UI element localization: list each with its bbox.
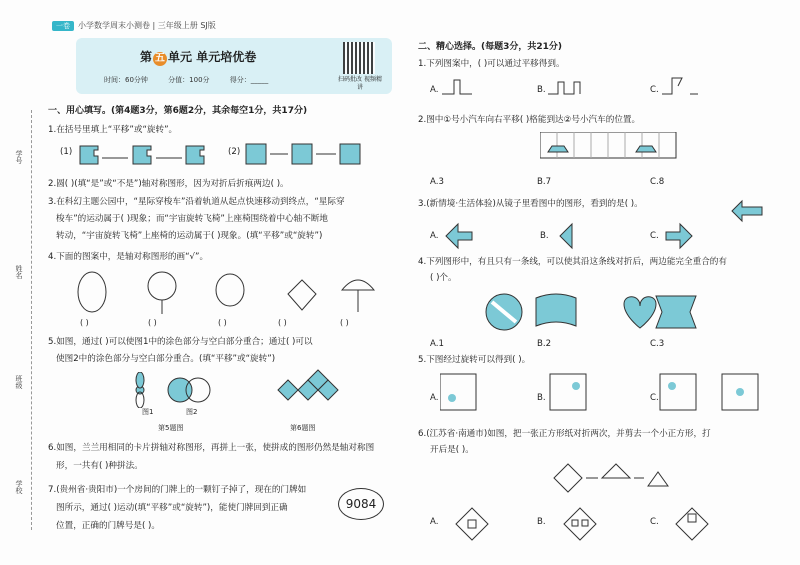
title-suffix: 单元 单元培优卷 [168,50,257,64]
unit-number: 五 [155,53,166,64]
right-q6-line2: 开后是( )。 [430,445,474,455]
right-q5-opt-b[interactable]: B. [537,393,546,403]
left-q3-line3: 转动，“宇宙旋转飞椅”上座椅的运动属于( )现象。(填“平移”或“旋转”) [56,231,323,241]
q6-cut-options [440,504,760,544]
right-q6-opt-c[interactable]: C. [650,517,659,527]
side-label-class: 班级 [15,375,23,389]
puzzle-pieces-translation-icon [78,140,218,168]
fig2-label: 图2 [186,408,198,416]
right-q1-opt-c[interactable]: C. [650,85,659,95]
right-q4-opt-b[interactable]: B.2 [537,339,552,349]
right-q6-line1: 6.(江苏省·南通市)如图，把一张正方形纸对折两次，并剪去一个小正方形，打 [418,429,711,439]
q3-mirror-options [442,218,762,254]
fig6-diamond-cards [258,368,368,414]
puzzle-pieces-rotation-icon [244,140,374,168]
left-q7-line2: 图所示，通过( )运动(填“平移”或“旋转”)，能使门牌回到正确 [56,503,288,513]
left-q4: 4.下面的图案中，是轴对称图形的画“√”。 [48,252,209,262]
right-q2-opt-c[interactable]: C.8 [650,177,665,187]
right-q6-opt-a[interactable]: A. [430,517,439,527]
left-q3-line2: 梭车”的运动属于( )现象；而“宇宙旋转飞椅”上座椅围绕着中心轴不断地 [56,214,329,224]
fig5-caption: 第5题图 [158,424,184,432]
q4-paren-2[interactable]: ( ) [148,318,157,327]
score-field: 得分：_____ [229,76,269,84]
left-q6-line1: 6.如图，兰兰用相同的卡片拼轴对称图形，再拼上一张，使拼成的图形仍然是轴对称图 [48,443,375,453]
qr-label: 扫码批改 视频精讲 [338,76,382,91]
right-q1-opt-b[interactable]: B. [537,85,546,95]
fig6-caption: 第6题图 [290,424,316,432]
right-q3-opt-b[interactable]: B. [540,231,549,241]
car-grid [540,132,680,162]
right-q1-opt-a[interactable]: A. [430,85,439,95]
q4-paren-4[interactable]: ( ) [278,318,287,327]
section-1-heading: 一、用心填写。(第4题3分，第6题2分，其余每空1分，共17分) [48,106,308,116]
q4-shapes [480,288,710,336]
right-q2-opt-a[interactable]: A.3 [430,177,444,187]
right-q3-opt-c[interactable]: C. [650,231,659,241]
q1-pattern-options [440,72,760,100]
section-2-heading: 二、精心选择。(每题3分，共21分) [418,42,563,52]
title-prefix: 第 [140,50,153,64]
side-label-name: 姓名 [15,265,23,279]
left-q1-part1-label: (1) [60,147,73,157]
unit-title [140,48,256,66]
right-q1: 1.下列图案中，( )可以通过平移得到。 [418,59,565,69]
time-limit: 时间：60分钟 [104,76,148,84]
q5-rotation-grids [440,372,770,416]
right-q6-opt-b[interactable]: B. [537,517,546,527]
q4-paren-1[interactable]: ( ) [80,318,89,327]
volume-tag: 一卷 [52,21,74,31]
doorplate: 9084 [338,488,384,520]
q4-paren-5[interactable]: ( ) [340,318,349,327]
q4-paren-3[interactable]: ( ) [218,318,227,327]
left-q5-line2: 使图2中的涂色部分与空白部分重合。(填“平移”或“旋转”) [56,354,276,364]
side-label-school: 学校 [15,480,23,494]
total-score: 分值：100分 [168,76,210,84]
left-q2: 2.圆( )(填“是”或“不是”)轴对称图形，因为对折后折痕两边( )。 [48,179,289,189]
right-q4-line1: 4.下列图形中，有且只有一条线，可以使其沿这条线对折后，两边能完全重合的有 [418,257,727,267]
symmetry-pictures [70,268,390,318]
qr-code-icon[interactable] [343,42,375,74]
right-q4-opt-c[interactable]: C.3 [650,339,665,349]
series-title: 小学数学周末小测卷 | 三年级上册 SJ版 [78,21,216,30]
right-q5: 5.下图经过旋转可以得到( )。 [418,355,531,365]
right-q5-opt-a[interactable]: A. [430,393,439,403]
top-banner [52,20,216,31]
side-label-student-no: 学号 [15,150,23,164]
right-q2: 2.图中①号小汽车向右平移( )格能到达②号小汽车的位置。 [418,115,641,125]
right-q3-opt-a[interactable]: A. [430,231,439,241]
binding-line [31,110,32,530]
left-q1: 1.在括号里填上“平移”或“旋转”。 [48,125,178,135]
fig1-fig2-drawing [122,372,226,408]
left-q3-line1: 3.在科幻主题公园中，“星际穿梭车”沿着轨道从起点快速移动到终点，“星际穿 [48,197,345,207]
right-q4-line2: ( )个。 [430,273,457,283]
exam-meta [104,75,286,85]
paper-fold-steps [540,462,670,494]
left-q7-line1: 7.(贵州省·贵阳市)一个房间的门牌上的一颗钉子掉了，现在的门牌如 [48,485,307,495]
left-q5-line1: 5.如图，通过( )可以使图1中的涂色部分与空白部分重合；通过( )可以 [48,337,313,347]
right-q5-opt-c[interactable]: C. [650,393,659,403]
right-q4-opt-a[interactable]: A.1 [430,339,444,349]
left-q6-line2: 形，一共有( )种拼法。 [56,461,143,471]
left-q1-part2-label: (2) [228,147,241,157]
left-q7-line3: 位置，正确的门牌号是( )。 [56,521,160,531]
right-q3: 3.(新情境·生活体验)从镜子里看图中的图形，看到的是( )。 [418,199,643,209]
fig1-label: 图1 [142,408,154,416]
right-q2-opt-b[interactable]: B.7 [537,177,552,187]
